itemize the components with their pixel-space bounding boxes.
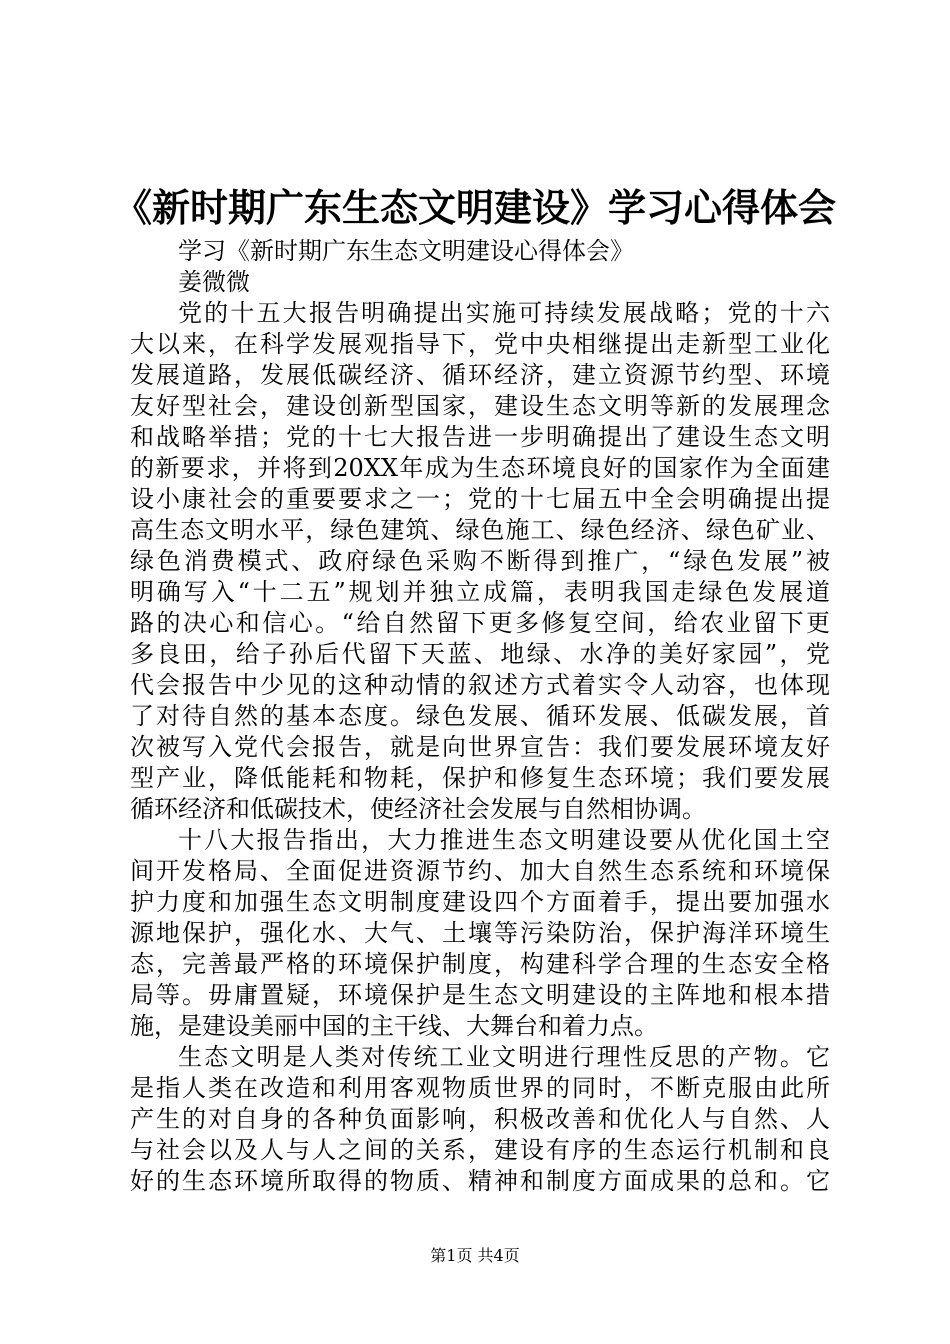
body-line: 是指人类在改造和利用客观物质世界的同时，不断克服由此所 [130,1074,830,1102]
body-line: 姜微微 [178,268,250,296]
body-line: 型产业，降低能耗和物耗，保护和修复生态环境；我们要发展 [130,764,830,792]
body-line: 多良田，给子孙后代留下天蓝、地绿、水净的美好家园”，党 [130,640,830,668]
body-line: 好的生态环境所取得的物质、精神和制度方面成果的总和。它 [130,1167,830,1195]
body-line: 代会报告中少见的这种动情的叙述方式着实令人动容，也体现 [130,671,830,699]
body-line: 大以来，在科学发展观指导下，党中央相继提出走新型工业化 [130,330,830,358]
body-line: 循环经济和低碳技术，使经济社会发展与自然相协调。 [130,795,706,823]
body-line: 的新要求，并将到20XX年成为生态环境良好的国家作为全面建 [130,454,830,482]
body-line: 态，完善最严格的环境保护制度，构建科学合理的生态安全格 [130,950,830,978]
body-line: 与社会以及人与人之间的关系，建设有序的生态运行机制和良 [130,1136,830,1164]
body-line: 党的十五大报告明确提出实施可持续发展战略；党的十六 [178,299,830,327]
body-line: 高生态文明水平，绿色建筑、绿色施工、绿色经济、绿色矿业、 [130,516,830,544]
body-line: 设小康社会的重要要求之一；党的十七届五中全会明确提出提 [130,485,830,513]
body-line: 源地保护，强化水、大气、土壤等污染防治，保护海洋环境生 [130,919,830,947]
body-line: 学习《新时期广东生态文明建设心得体会》 [178,237,634,265]
body-line: 施，是建设美丽中国的主干线、大舞台和着力点。 [130,1012,658,1040]
body-line: 绿色消费模式、政府绿色采购不断得到推广，“绿色发展”被 [130,547,830,575]
body-line: 产生的对自身的各种负面影响，积极改善和优化人与自然、人 [130,1105,830,1133]
page-footer: 第1页 共4页 [430,1246,520,1265]
body-line: 和战略举措；党的十七大报告进一步明确提出了建设生态文明 [130,423,830,451]
body-line: 十八大报告指出，大力推进生态文明建设要从优化国土空 [178,826,830,854]
body-line: 明确写入“十二五”规划并独立成篇，表明我国走绿色发展道 [130,578,830,606]
body-line: 护力度和加强生态文明制度建设四个方面着手，提出要加强水 [130,888,830,916]
body-line: 间开发格局、全面促进资源节约、加大自然生态系统和环境保 [130,857,830,885]
body-line: 局等。毋庸置疑，环境保护是生态文明建设的主阵地和根本措 [130,981,830,1009]
body-line: 友好型社会，建设创新型国家，建设生态文明等新的发展理念 [130,392,830,420]
body-line: 了对待自然的基本态度。绿色发展、循环发展、低碳发展，首 [130,702,830,730]
body-line: 路的决心和信心。“给自然留下更多修复空间，给农业留下更 [130,609,830,637]
body-line: 发展道路，发展低碳经济、循环经济，建立资源节约型、环境 [130,361,830,389]
document-title: 《新时期广东生态文明建设》学习心得体会 [113,185,836,230]
body-line: 次被写入党代会报告，就是向世界宣告：我们要发展环境友好 [130,733,830,761]
body-line: 生态文明是人类对传统工业文明进行理性反思的产物。它 [178,1043,830,1071]
